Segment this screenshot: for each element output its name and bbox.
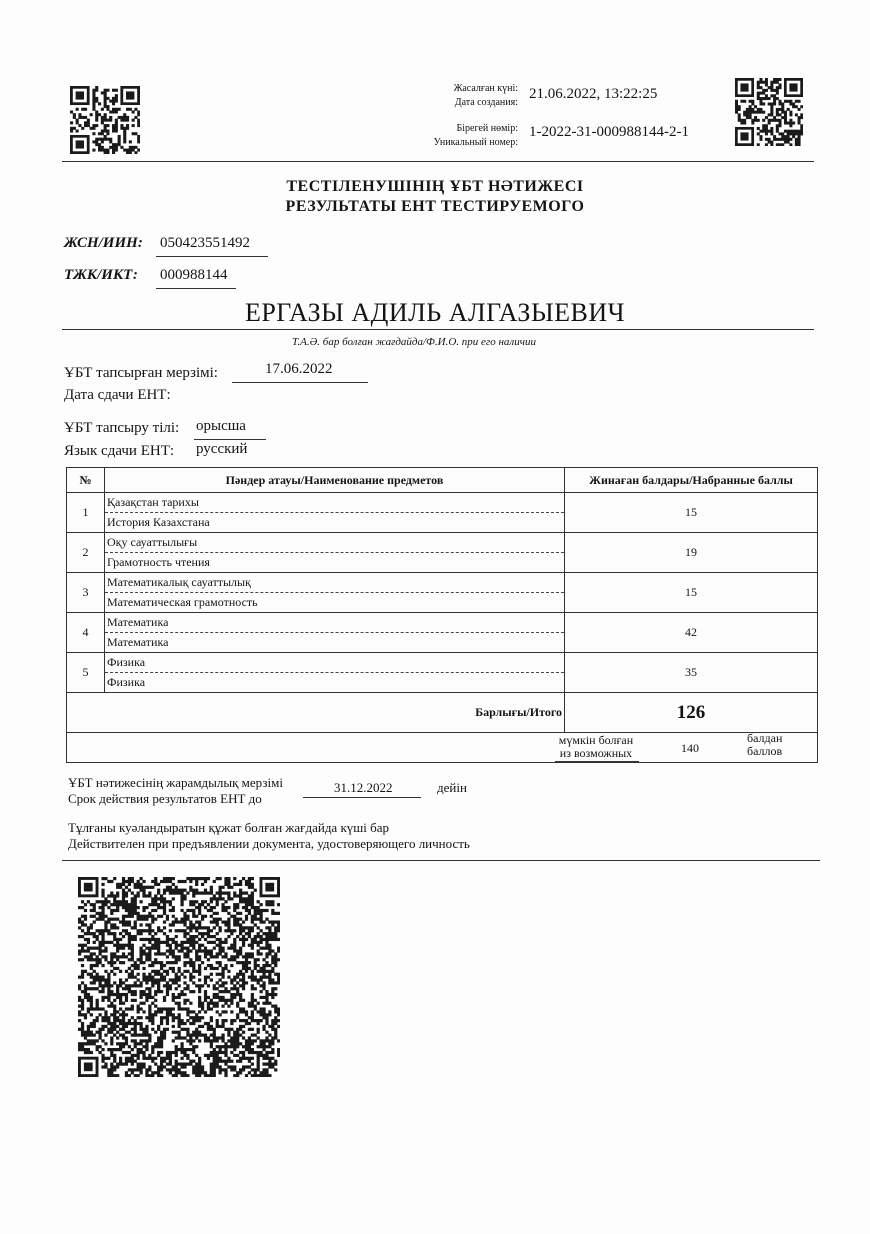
subject-kz: Математика — [105, 613, 564, 633]
possible-suffix-ru: баллов — [747, 744, 783, 758]
identity-note-ru: Действителен при предъявлении документа, удостоверяющего личность — [68, 836, 470, 851]
total-value: 126 — [565, 693, 818, 733]
validity-label-kz: ҰБТ нәтижесінің жарамдылық мерзімі — [68, 775, 283, 790]
col-subject-header: Пәндер атауы/Наименование предметов — [105, 468, 565, 493]
possible-row — [67, 733, 818, 763]
row-num: 1 — [67, 493, 105, 533]
validity-suffix: дейін — [437, 780, 467, 795]
row-score: 15 — [565, 493, 818, 533]
validity-value: 31.12.2022 — [334, 780, 393, 795]
subject-kz: Математикалық сауаттылық — [105, 573, 564, 593]
results-table — [66, 467, 818, 763]
name-underline — [62, 329, 814, 330]
unique-label-ru: Уникальный номер: — [433, 137, 518, 148]
iin-value: 050423551492 — [160, 235, 250, 251]
possible-suffix — [747, 732, 782, 758]
qr-top-left-pattern — [70, 86, 140, 154]
qr-code-top-left — [70, 86, 140, 154]
footer-divider — [62, 860, 820, 861]
row-subject — [105, 493, 565, 533]
exam-date-label-ru: Дата сдачи ЕНТ: — [64, 387, 171, 403]
subject-ru: Математическая грамотность — [107, 595, 258, 609]
row-num: 2 — [67, 533, 105, 573]
subject-ru: Грамотность чтения — [107, 555, 210, 569]
row-num: 4 — [67, 613, 105, 653]
row-score: 19 — [565, 533, 818, 573]
title-kz: ТЕСТІЛЕНУШІНІҢ ҰБТ НӘТИЖЕСІ — [286, 178, 584, 195]
exam-date-label-kz: ҰБТ тапсырған мерзімі: — [64, 365, 218, 381]
created-label-ru: Дата создания: — [454, 97, 518, 108]
row-num: 3 — [67, 573, 105, 613]
subject-ru: Физика — [107, 675, 146, 689]
table-row — [67, 653, 818, 693]
col-score-header: Жинаған балдары/Набранные баллы — [565, 468, 818, 493]
table-row — [67, 533, 818, 573]
row-subject — [105, 613, 565, 653]
row-subject — [105, 533, 565, 573]
col-num-header: № — [67, 468, 105, 493]
identity-note — [68, 820, 470, 852]
lang-value-kz: орысша — [196, 418, 246, 434]
row-score: 42 — [565, 613, 818, 653]
possible-value: 140 — [681, 741, 699, 755]
lang-label-ru: Язык сдачи ЕНТ: — [64, 443, 175, 459]
table-row — [67, 493, 818, 533]
possible-label-underline — [555, 761, 639, 762]
table-row — [67, 573, 818, 613]
ikt-label: ТЖК/ИКТ: — [64, 267, 138, 283]
possible-cell — [67, 733, 818, 763]
created-value: 21.06.2022, 13:22:25 — [529, 86, 658, 102]
unique-label-kz: Бірегей нөмір: — [456, 123, 518, 134]
validity-underline — [303, 797, 421, 798]
full-name: ЕРГАЗЫ АДИЛЬ АЛГАЗЫЕВИЧ — [244, 298, 626, 327]
table-header-row — [67, 468, 818, 493]
row-score: 15 — [565, 573, 818, 613]
row-num: 5 — [67, 653, 105, 693]
title-ru: РЕЗУЛЬТАТЫ ЕНТ ТЕСТИРУЕМОГО — [285, 198, 585, 215]
name-caption: Т.А.Ә. бар болған жағдайда/Ф.И.О. при его наличии — [292, 336, 536, 348]
lang-value-ru: русский — [196, 441, 248, 457]
iin-label: ЖСН/ИИН: — [64, 235, 143, 251]
unique-value: 1-2022-31-000988144-2-1 — [529, 124, 689, 140]
ikt-value: 000988144 — [160, 267, 228, 283]
total-label: Барлығы/Итого — [67, 693, 565, 733]
exam-date-underline — [232, 382, 368, 383]
row-subject — [105, 573, 565, 613]
lang-underline — [194, 439, 266, 440]
table-row — [67, 613, 818, 653]
created-label — [380, 82, 518, 110]
ikt-underline — [156, 288, 236, 289]
qr-large-pattern — [78, 877, 280, 1077]
created-label-kz: Жасалған күні: — [453, 83, 518, 94]
subject-ru: Математика — [107, 635, 169, 649]
subject-ru: История Казахстана — [107, 515, 210, 529]
subject-kz: Оқу сауаттылығы — [105, 533, 564, 553]
qr-code-top-right — [735, 78, 803, 146]
identity-note-kz: Тұлғаны куәландыратын құжат болған жағдайда күші бар — [68, 820, 390, 835]
exam-date-value: 17.06.2022 — [265, 361, 333, 377]
iin-underline — [156, 256, 268, 257]
subject-kz: Қазақстан тарихы — [105, 493, 564, 513]
row-subject — [105, 653, 565, 693]
possible-label-ru: из возможных — [559, 746, 633, 760]
subject-kz: Физика — [105, 653, 564, 673]
unique-label — [380, 122, 518, 150]
header-divider — [62, 161, 814, 162]
possible-label — [554, 734, 638, 760]
possible-label-kz: мүмкін болған — [558, 733, 634, 747]
lang-label-kz: ҰБТ тапсыру тілі: — [64, 420, 180, 436]
qr-top-right-pattern — [735, 78, 803, 146]
total-row — [67, 693, 818, 733]
validity-label-ru: Срок действия результатов ЕНТ до — [68, 791, 262, 806]
row-score: 35 — [565, 653, 818, 693]
validity-label — [68, 775, 283, 807]
qr-code-large — [78, 877, 280, 1077]
possible-suffix-kz: балдан — [747, 731, 783, 745]
